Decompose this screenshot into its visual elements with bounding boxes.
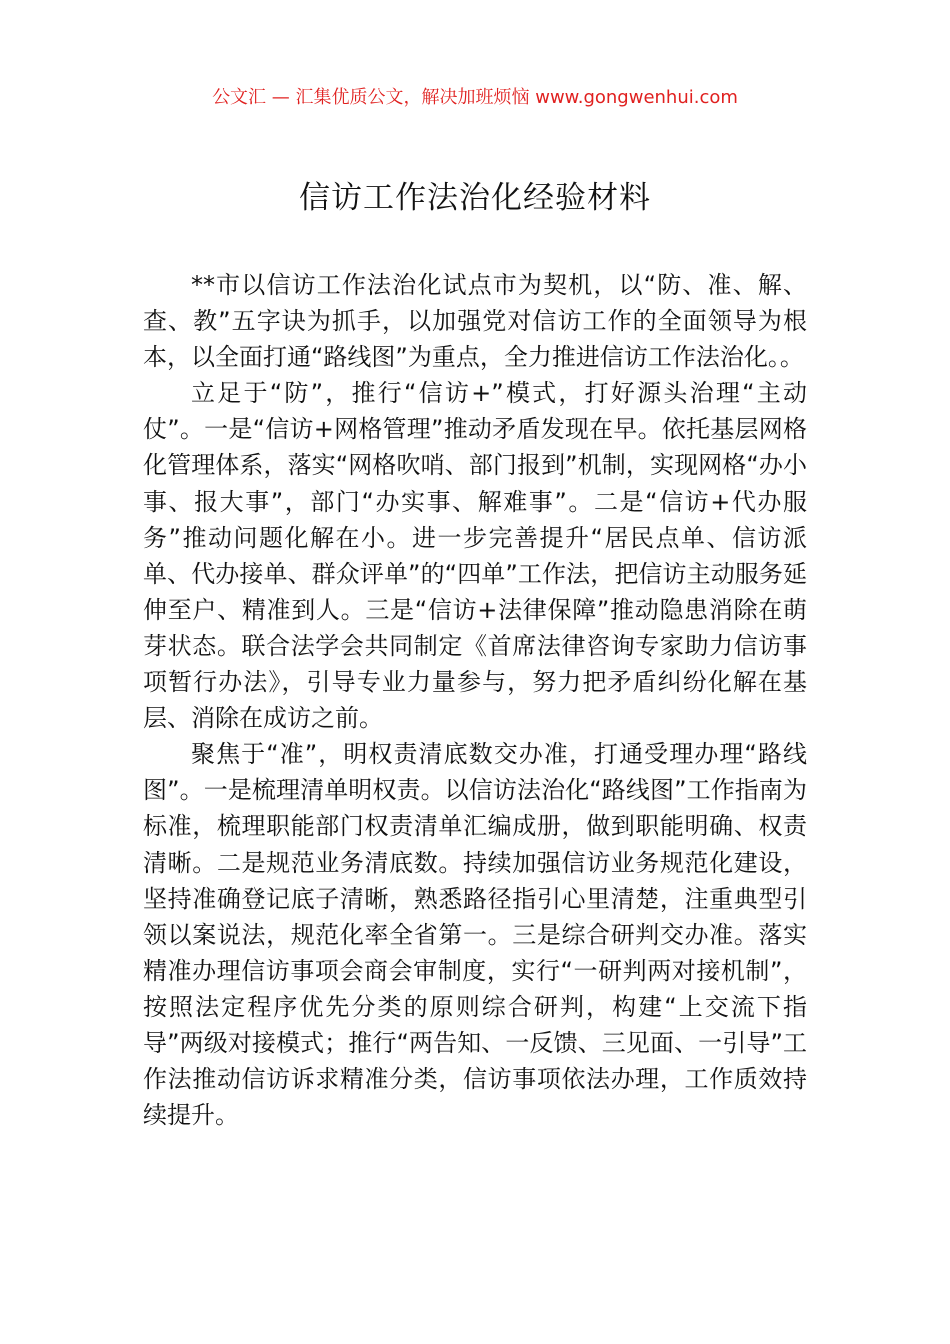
header-banner: 公文汇 — 汇集优质公文，解决加班烦恼 www.gongwenhui.com	[212, 87, 738, 108]
document-body	[143, 267, 807, 1133]
document-title: 信访工作法治化经验材料	[299, 180, 651, 216]
paragraph-accuracy: 聚焦于“准”，明权责清底数交办准，打通受理办理“路线图”。一是梳理清单明权责。以信访法治化“路线图”工作指南为标准，梳理职能部门权责清单汇编成册，做到职能明确、权责清晰。二是规范业务清底数。持续加强信访业务规范化建设，坚持准确登记底子清晰，熟悉路径指引心里清楚，注重典型引领以案说法，规范化率全省第一。三是综合研判交办准。落实精准办理信访事项会商会审制度，实行“一研判两对接机制”，按照法定程序优先分类的原则综合研判，构建“上交流下指导”两级对接模式；推行“两告知、一反馈、三见面、一引导”工作法推动信访诉求精准分类，信访事项依法办理，工作质效持续提升。	[143, 740, 807, 1130]
paragraph-prevention: 立足于“防”，推行“信访+”模式，打好源头治理“主动仗”。一是“信访+网格管理”推动矛盾发现在早。依托基层网格化管理体系，落实“网格吹哨、部门报到”机制，实现网格“办小事、报大事”，部门“办实事、解难事”。二是“信访+代办服务”推动问题化解在小。进一步完善提升“居民点单、信访派单、代办接单、群众评单”的“四单”工作法，把信访主动服务延伸至户、精准到人。三是“信访+法律保障”推动隐患消除在萌芽状态。联合法学会共同制定《首席法律咨询专家助力信访事项暂行办法》，引导专业力量参与，努力把矛盾纠纷化解在基层、消除在成访之前。	[143, 379, 807, 733]
paragraph-intro: **市以信访工作法治化试点市为契机，以“防、准、解、查、教”五字诀为抓手，以加强党对信访工作的全面领导为根本，以全面打通“路线图”为重点，全力推进信访工作法治化。。	[143, 271, 807, 372]
